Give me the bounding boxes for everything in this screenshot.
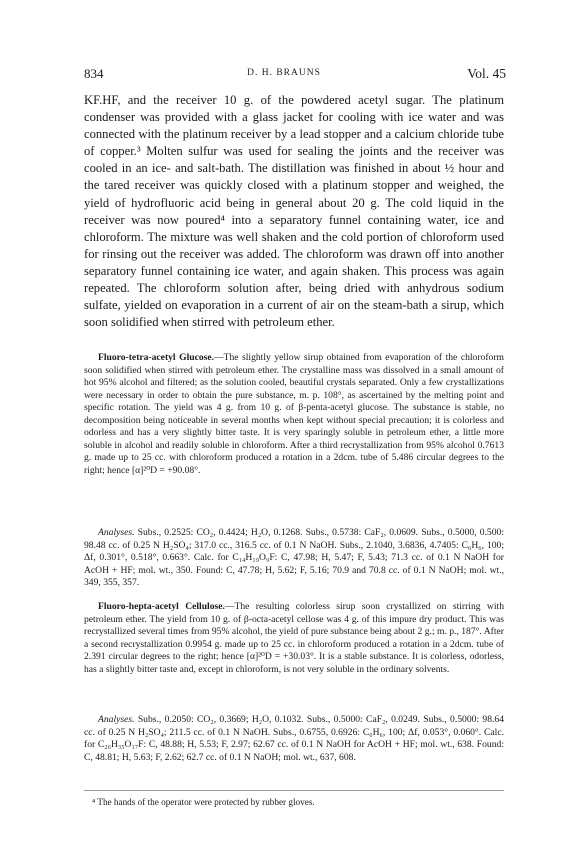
section-fluoro-hepta-acetyl-cellulose	[84, 601, 504, 676]
page-header	[0, 66, 568, 84]
analyses-2-label: Analyses.	[98, 714, 135, 725]
footnote: ⁴ The hands of the operator were protected by rubber gloves.	[92, 797, 315, 807]
main-paragraph: KF.HF, and the receiver 10 g. of the powdered acetyl sugar. The platinum condenser was provided with a glass jacket for cooling with ice water and was connected with the platinum receiver by a lead stopper and a calcium chloride tube of copper.³ Molten sulfur was used for sealing the joints and the receiver was cooled in an ice- and salt-bath. The distillation was finished in about ½ hour and the tared receiver was quickly closed with a platinum stopper and weighed, the yield of hydrofluoric acid being in general about 20 g. The cold liquid in the receiver was now poured⁴ into a separatory funnel containing water, ice and chloroform. The mixture was well shaken and the cold portion of chloroform used for rinsing out the receiver was added. The chloroform was drawn off into another separatory funnel containing ice water, and again shaken. This process was again repeated. The chloroform solution after, being dried with anhydrous sodium sulfate, yielded on evaporation in a current of air on the steam-bath a sirup, which soon solidified when stirred with petroleum ether.	[84, 93, 504, 330]
main-paragraph-block	[84, 92, 504, 331]
cellulose-text: —The resulting colorless sirup soon crystallized on stirring with petroleum ether. The yield from 10 g. of β-octa-acetyl cellose was 4 g. of this impure dry product. This was recrystallized several times from 95% alcohol, the yield of pure substance being about 2 g.; m. p., 187°. After a second recrystallization 0.9954 g. made up to 25 cc. in chloroform produced a rotation in a 2dcm. tube of 2.391 circular degrees to the right; hence [α]²⁰D = +30.03°. It is a stable substance. It is colorless, odorless, has a slightly bitter taste and, except in chloroform, is not very soluble in the ordinary solvents.	[84, 601, 504, 675]
volume-label: Vol. 45	[467, 66, 506, 81]
section-analyses-glucose	[84, 527, 504, 590]
cellulose-heading: Fluoro-hepta-acetyl Cellulose.	[98, 601, 225, 612]
analyses-2-paragraph	[84, 714, 504, 764]
glucose-heading: Fluoro-tetra-acetyl Glucose.	[98, 352, 215, 363]
glucose-text: —The slightly yellow sirup obtained from evaporation of the chloroform soon solidified when stirred with petroleum ether. The crystalline mass was dissolved in a small amount of hot 95% alcohol and filtered; as the solution cooled, beautiful crystals separated. Only a few crystallizations were necessary in order to obtain the pure substance, m. p. 108°, as ascertained by the melting point and specific rotation. The yield was 4 g. from 10 g. of β-penta-acetyl glucose. The substance is stable, no decomposition being noticeable in several months when kept without special precaution; it is colorless and odorless and has a very slightly bitter taste. It is very sparingly soluble in petroleum ether, a little more soluble in alcohol and readily soluble in chloroform. After a third recrystallization from 95% alcohol 0.7613 g. made up to 25 cc. with chloroform produced a rotation in a 2dcm. tube of 5.486 circular degrees to the right; hence [α]²⁰D = +90.08°.	[84, 352, 504, 476]
section-fluoro-tetra-acetyl-glucose	[84, 352, 504, 477]
cellulose-paragraph	[84, 601, 504, 676]
analyses-1-paragraph	[84, 527, 504, 590]
footnote-divider	[84, 790, 504, 791]
analyses-1-text: Subs., 0.2525: CO₂, 0.4424; H₂O, 0.1268. Subs., 0.5738: CaF₂, 0.0609. Subs., 0.5000, 0.500: 98.48 cc. of 0.25 N H₂SO₄; 317.0 cc., 316.5 cc. of 0.1 N NaOH. Subs., 2.1040, 3.6836, 4.7405: C₆H₆, 100; Δf, 0.301°, 0.518°, 0.663°. Calc. for C₁₄H₁₉O₉F: C, 47.98; H, 5.47; F, 5.43; 71.3 cc. of 0.1 N NaOH for AcOH + HF; mol. wt., 350. Found: C, 47.78; H, 5.62; F, 5.16; 70.9 and 70.8 cc. of 0.1 N NaOH; mol. wt., 349, 355, 357.	[84, 527, 504, 588]
analyses-1-label: Analyses.	[98, 527, 135, 538]
section-analyses-cellulose	[84, 714, 504, 764]
analyses-2-text: Subs., 0.2050: CO₂, 0.3669; H₂O, 0.1032. Subs., 0.5000: CaF₂, 0.0249. Subs., 0.5000: 98.64 cc. of 0.25 N H₂SO₄; 211.5 cc. of 0.1 N NaOH. Subs., 0.6755, 0.6926: C₆H₆, 100; Δf, 0.053°, 0.060°. Calc. for C₂₆H₃₅O₁₇F: C, 48.88; H, 5.53; F, 2.97; 62.67 cc. of 0.1 N NaOH for AcOH + HF; mol. wt., 638. Found: C, 48.81; H, 5.63; F, 2.62; 62.7 cc. of 0.1 N NaOH; mol. wt., 637, 608.	[84, 714, 504, 763]
page-number: 834	[84, 66, 104, 81]
glucose-paragraph	[84, 352, 504, 477]
running-head: D. H. BRAUNS	[247, 68, 321, 78]
